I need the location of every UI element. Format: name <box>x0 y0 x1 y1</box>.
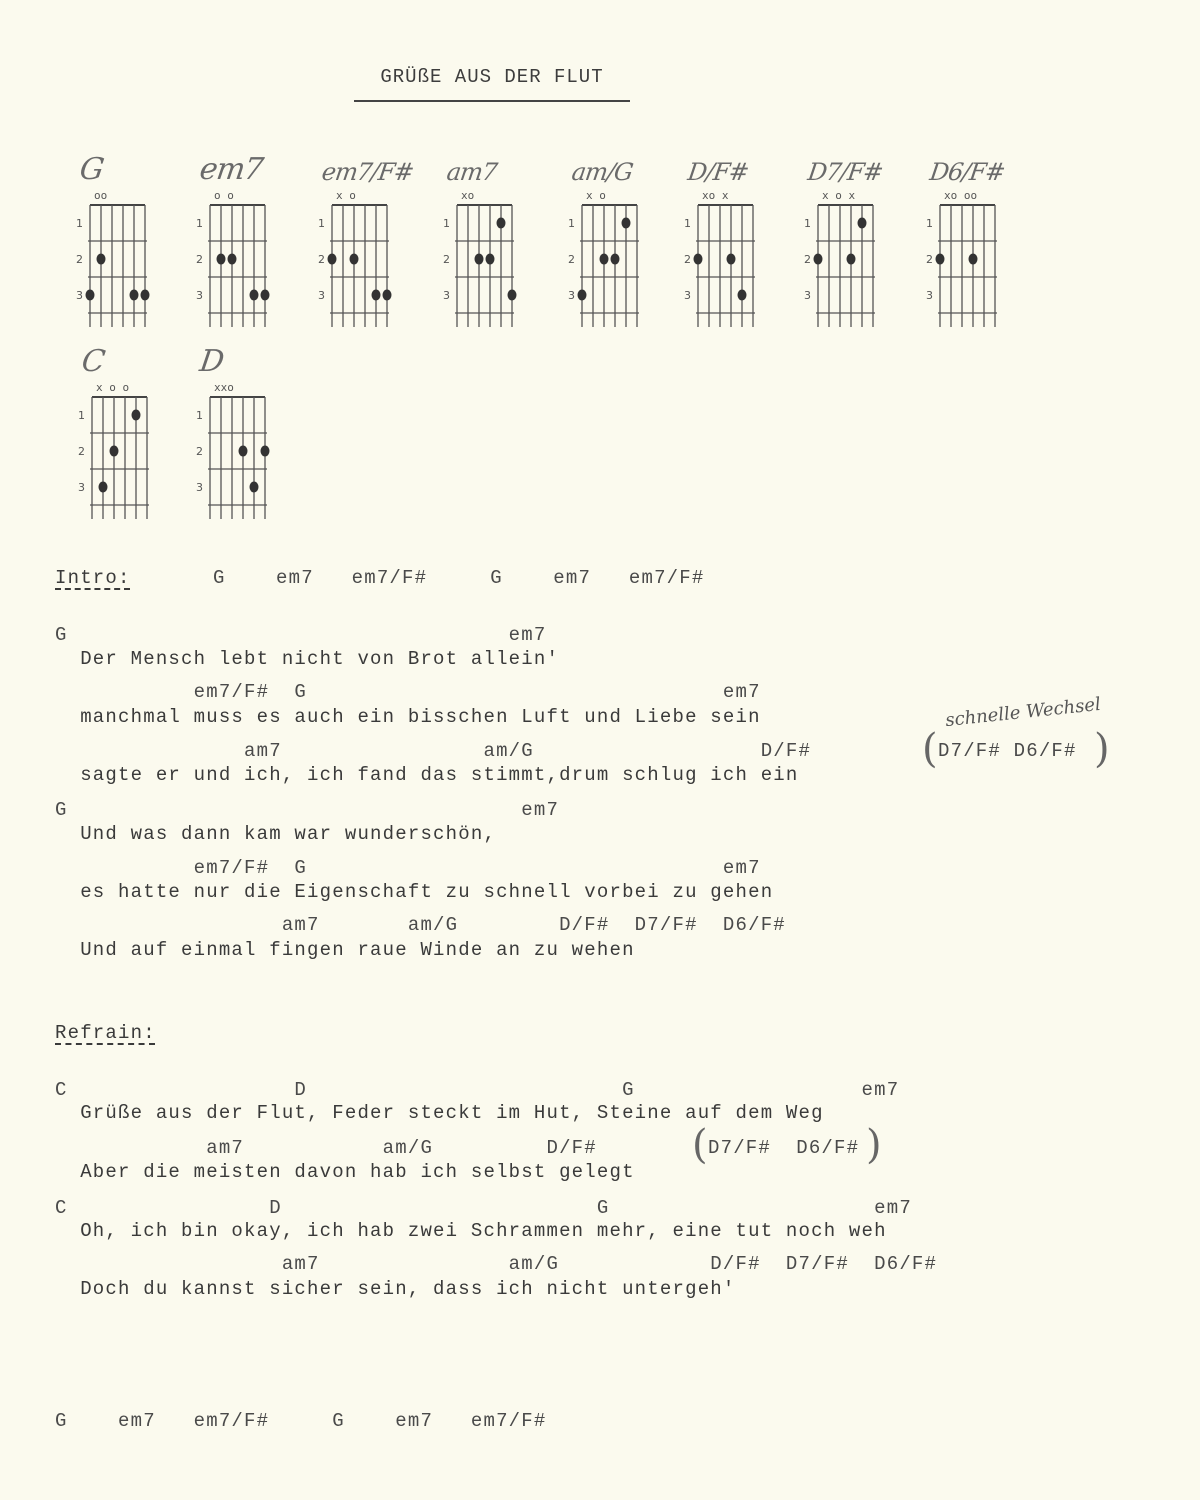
verse-lyric-2: manchmal muss es auch ein bisschen Luft und Liebe sein <box>55 706 761 728</box>
refrain-lyric-2: Aber die meisten davon hab ich selbst gelegt <box>55 1161 635 1183</box>
string-marks: o o <box>214 189 234 202</box>
chord-name: D6/F# <box>928 158 1007 186</box>
fretboard <box>318 160 402 330</box>
handwritten-note: schnelle Wechsel <box>944 693 1102 732</box>
string-marks: x o <box>336 189 356 202</box>
chord-diagram-d-f-sharp <box>684 158 768 350</box>
finger-dot <box>350 254 359 265</box>
chord-name: D7/F# <box>806 158 885 186</box>
fretboard <box>926 160 1010 330</box>
string-marks: xxo <box>214 381 234 394</box>
finger-dot <box>86 290 95 301</box>
finger-dot <box>250 290 259 301</box>
refrain-chords-2: am7 am/G D/F# <box>55 1137 597 1159</box>
chord-name: C <box>79 344 107 379</box>
refrain-label: Refrain: <box>55 1022 156 1044</box>
finger-dot <box>383 290 392 301</box>
finger-dot <box>936 254 945 265</box>
finger-dot <box>814 254 823 265</box>
string-marks: x o o <box>96 381 130 394</box>
verse-lyric-6: Und auf einmal fingen raue Winde an zu wehen <box>55 939 635 961</box>
fret-number: 1 <box>443 217 450 230</box>
finger-dot <box>727 254 736 265</box>
chord-name: am7 <box>445 158 499 186</box>
chord-name: am/G <box>570 158 635 186</box>
finger-dot <box>97 254 106 265</box>
note-chords: D7/F# D6/F# <box>938 740 1077 762</box>
fret-number: 1 <box>196 217 203 230</box>
chord-diagram-d6-f-sharp <box>926 158 1010 350</box>
chord-diagram-d7-f-sharp <box>804 158 888 350</box>
chord-diagram-am-g <box>568 158 652 350</box>
verse-chords-1: G em7 <box>55 624 547 646</box>
refrain-note-chords: D7/F# D6/F# <box>708 1137 860 1159</box>
outro-chords: G em7 em7/F# G em7 em7/F# <box>55 1410 547 1432</box>
refrain-paren-close: ) <box>866 1122 882 1168</box>
chord-name: em7 <box>197 152 265 187</box>
fretboard <box>78 352 162 522</box>
verse-chords-3: am7 am/G D/F# <box>55 740 812 762</box>
finger-dot <box>622 218 631 229</box>
refrain-chords-3: C D G em7 <box>55 1197 912 1219</box>
fret-number: 3 <box>76 289 83 302</box>
string-marks: x o x <box>822 189 856 202</box>
finger-dot <box>969 254 978 265</box>
chord-diagram-am7 <box>443 158 527 350</box>
finger-dot <box>250 482 259 493</box>
finger-dot <box>228 254 237 265</box>
fret-number: 3 <box>568 289 575 302</box>
fret-number: 3 <box>196 289 203 302</box>
refrain-lyric-3: Oh, ich bin okay, ich hab zwei Schrammen mehr, eine tut noch weh <box>55 1220 887 1242</box>
fret-number: 2 <box>684 253 691 266</box>
note-paren-close: ) <box>1094 726 1110 772</box>
chord-name: G <box>77 152 106 187</box>
string-marks: xo <box>461 189 475 202</box>
chord-diagram-d <box>196 344 280 542</box>
fret-number: 2 <box>196 253 203 266</box>
verse-lyric-3: sagte er und ich, ich fand das stimmt,drum schlug ich ein <box>55 764 799 786</box>
fret-number: 2 <box>804 253 811 266</box>
chord-diagram-c <box>78 344 162 542</box>
fret-number: 3 <box>196 481 203 494</box>
fret-number: 2 <box>78 445 85 458</box>
fret-number: 2 <box>76 253 83 266</box>
intro-chords: G em7 em7/F# G em7 em7/F# <box>213 567 705 589</box>
finger-dot <box>130 290 139 301</box>
fret-number: 1 <box>318 217 325 230</box>
finger-dot <box>217 254 226 265</box>
refrain-chords-4: am7 am/G D/F# D7/F# D6/F# <box>55 1253 938 1275</box>
string-marks: xo oo <box>944 189 978 202</box>
finger-dot <box>694 254 703 265</box>
verse-chords-4: G em7 <box>55 799 560 821</box>
chord-name: D <box>197 344 226 379</box>
fretboard <box>568 160 652 330</box>
fret-number: 1 <box>926 217 933 230</box>
refrain-lyric-4: Doch du kannst sicher sein, dass ich nicht untergeh' <box>55 1278 736 1300</box>
verse-lyric-5: es hatte nur die Eigenschaft zu schnell vorbei zu gehen <box>55 881 774 903</box>
verse-lyric-1: Der Mensch lebt nicht von Brot allein' <box>55 648 560 670</box>
fret-number: 2 <box>196 445 203 458</box>
string-marks: xo x <box>702 189 729 202</box>
fretboard <box>196 160 280 330</box>
finger-dot <box>847 254 856 265</box>
note-paren-open: ( <box>922 726 938 772</box>
finger-dot <box>578 290 587 301</box>
fret-number: 1 <box>76 217 83 230</box>
fret-number: 2 <box>443 253 450 266</box>
verse-chords-5: em7/F# G em7 <box>55 857 761 879</box>
fret-number: 1 <box>684 217 691 230</box>
fret-number: 3 <box>78 481 85 494</box>
song-title: GRÜßE AUS DER FLUT <box>354 66 630 102</box>
finger-dot <box>372 290 381 301</box>
finger-dot <box>239 446 248 457</box>
fret-number: 3 <box>926 289 933 302</box>
fret-number: 1 <box>78 409 85 422</box>
intro-label: Intro: <box>55 567 131 589</box>
finger-dot <box>110 446 119 457</box>
fretboard <box>684 160 768 330</box>
chord-name: D/F# <box>686 158 751 186</box>
refrain-lyric-1: Grüße aus der Flut, Feder steckt im Hut, Steine auf dem Weg <box>55 1102 824 1124</box>
finger-dot <box>328 254 337 265</box>
fret-number: 2 <box>318 253 325 266</box>
refrain-paren-open: ( <box>692 1122 708 1168</box>
fret-number: 1 <box>196 409 203 422</box>
fretboard <box>443 160 527 330</box>
fret-number: 2 <box>926 253 933 266</box>
chord-diagram-em7 <box>196 152 280 350</box>
finger-dot <box>486 254 495 265</box>
fretboard <box>76 160 160 330</box>
finger-dot <box>475 254 484 265</box>
fret-number: 3 <box>443 289 450 302</box>
verse-chords-2: em7/F# G em7 <box>55 681 761 703</box>
refrain-chords-1: C D G em7 <box>55 1079 900 1101</box>
finger-dot <box>611 254 620 265</box>
finger-dot <box>508 290 517 301</box>
verse-lyric-4: Und was dann kam war wunderschön, <box>55 823 497 845</box>
fret-number: 1 <box>568 217 575 230</box>
chord-diagram-g <box>76 152 160 350</box>
fret-number: 3 <box>804 289 811 302</box>
fret-number: 3 <box>318 289 325 302</box>
finger-dot <box>141 290 150 301</box>
fret-number: 2 <box>568 253 575 266</box>
fret-number: 1 <box>804 217 811 230</box>
verse-chords-6: am7 am/G D/F# D7/F# D6/F# <box>55 914 786 936</box>
string-marks: oo <box>94 189 108 202</box>
fret-number: 3 <box>684 289 691 302</box>
finger-dot <box>858 218 867 229</box>
finger-dot <box>99 482 108 493</box>
fretboard <box>804 160 888 330</box>
finger-dot <box>261 446 270 457</box>
fretboard <box>196 352 280 522</box>
finger-dot <box>261 290 270 301</box>
finger-dot <box>132 410 141 421</box>
finger-dot <box>497 218 506 229</box>
finger-dot <box>738 290 747 301</box>
finger-dot <box>600 254 609 265</box>
chord-diagram-em7-f-sharp <box>318 158 416 350</box>
chord-name: em7/F# <box>320 158 416 186</box>
string-marks: x o <box>586 189 606 202</box>
